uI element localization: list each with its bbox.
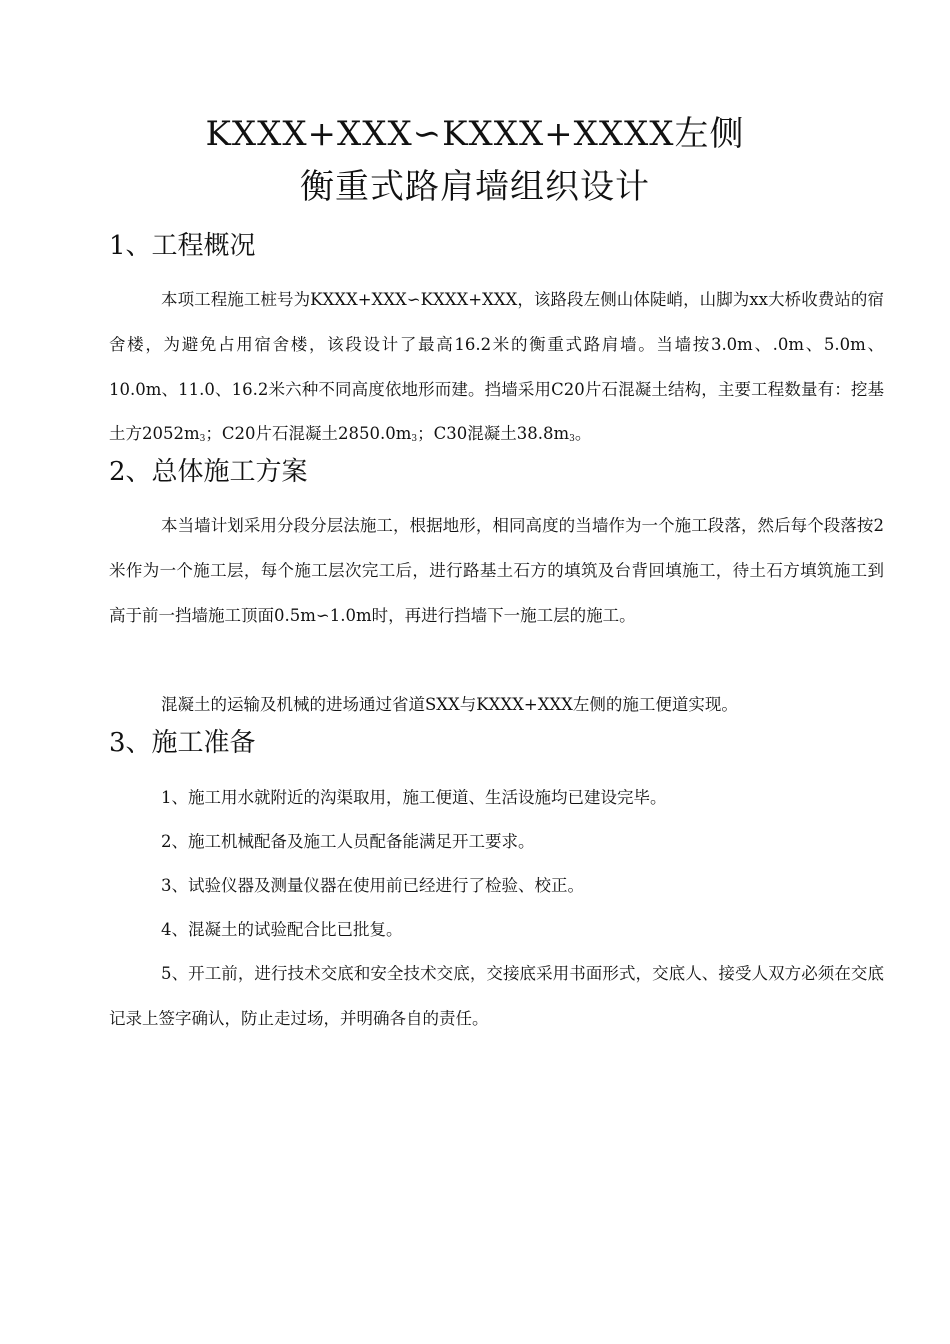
section-heading-preparation: 3、施工准备 (109, 728, 256, 758)
unit-cubic-3: 3 (569, 434, 575, 445)
document-title-line1: KXXX+XXX∽KXXX+XXXX左侧 (205, 114, 745, 154)
overview-paragraph (109, 278, 884, 462)
unit-cubic-1: 3 (199, 434, 206, 445)
overview-text-a: 本项工程施工桩号为KXXX+XXX∽KXXX+XXX，该路段左侧山体陡峭，山脚为xx大桥收费站的宿舍楼，为避免占用宿舍楼，该段设计了最高16.2米的衡重式路肩墙。当墙按3.0m、.0m、5.0m、10.0m、11.0、16.2米六种不同高度依地形而建。挡墙采用C20片石混凝土结构，主要工程数量有：挖基土方2052m (109, 290, 884, 444)
overview-text-c: ；C30混凝土38.8m (417, 424, 570, 444)
preparation-item-5: 5、开工前，进行技术交底和安全技术交底，交接底采用书面形式，交底人、接受人双方必须在交底记录上签字确认，防止走过场，并明确各自的责任。 (109, 964, 884, 1028)
preparation-item-4: 4、混凝土的试验配合比已批复。 (161, 920, 403, 939)
preparation-item-1: 1、施工用水就附近的沟渠取用，施工便道、生活设施均已建设完毕。 (161, 788, 667, 807)
section-heading-overview: 1、工程概况 (109, 231, 256, 261)
preparation-item-3: 3、试验仪器及测量仪器在使用前已经进行了检验、校正。 (161, 876, 584, 895)
unit-cubic-2: 3 (411, 434, 418, 445)
preparation-item-2: 2、施工机械配备及施工人员配备能满足开工要求。 (161, 832, 535, 851)
plan-paragraph-1: 本当墙计划采用分段分层法施工，根据地形，相同高度的当墙作为一个施工段落，然后每个段落按2米作为一个施工层，每个施工层次完工后，进行路基土石方的填筑及台背回填施工，待土石方填筑施工到高于前一挡墙施工顶面0.5m∽1.0m时，再进行挡墙下一施工层的施工。 (109, 516, 884, 625)
plan-paragraph-2: 混凝土的运输及机械的进场通过省道SXX与KXXX+XXX左侧的施工便道实现。 (161, 695, 738, 714)
overview-text-d: 。 (574, 424, 592, 444)
overview-text-b: ；C20片石混凝土2850.0m (205, 424, 412, 444)
section-heading-plan: 2、总体施工方案 (109, 457, 308, 487)
document-title-line2: 衡重式路肩墙组织设计 (300, 167, 650, 207)
